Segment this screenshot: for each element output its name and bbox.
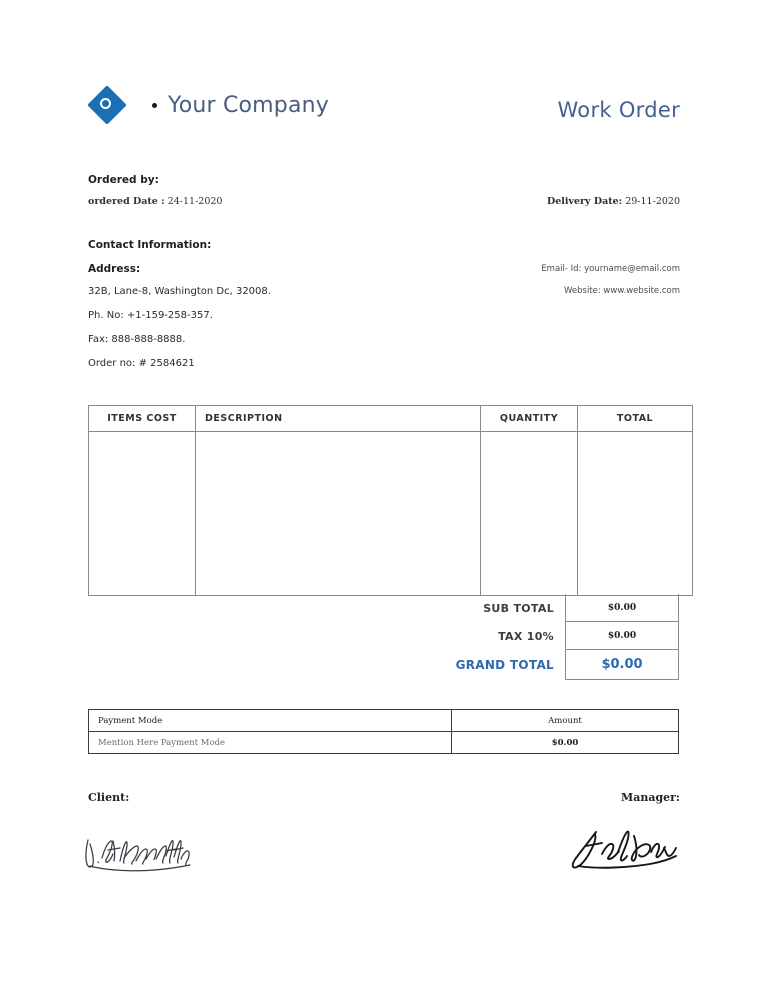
contact-information-block xyxy=(88,240,271,369)
ordered-date-value: 24-11-2020 xyxy=(167,196,223,207)
tax-value: $0.00 xyxy=(565,622,679,650)
grand-total-value: $0.00 xyxy=(565,650,679,680)
order-meta-left xyxy=(88,174,222,207)
payment-table-row[interactable] xyxy=(89,732,679,754)
address-line: 32B, Lane-8, Washington Dc, 32008. xyxy=(88,286,271,297)
cell-items-cost[interactable] xyxy=(89,432,196,596)
ordered-date xyxy=(88,196,222,207)
payment-table-container xyxy=(88,709,679,754)
fax-number: Fax: 888-888-8888. xyxy=(88,334,186,345)
contact-right-block xyxy=(541,264,680,308)
phone-number: Ph. No: +1-159-258-357. xyxy=(88,310,213,321)
column-header-payment-mode: Payment Mode xyxy=(89,710,452,732)
bullet-dot-icon xyxy=(152,103,157,108)
column-header-quantity: QUANTITY xyxy=(481,406,578,432)
grand-total-row xyxy=(88,650,679,680)
manager-signature-label: Manager: xyxy=(621,791,680,804)
contact-information-heading: Contact Information: xyxy=(88,239,212,251)
cell-description[interactable] xyxy=(196,432,481,596)
cell-payment-amount[interactable]: $0.00 xyxy=(452,732,679,754)
items-table-header-row xyxy=(89,406,693,432)
column-header-description: DESCRIPTION xyxy=(196,406,481,432)
delivery-date-value: 29-11-2020 xyxy=(625,196,680,207)
cell-payment-mode[interactable]: Mention Here Payment Mode xyxy=(89,732,452,754)
company-brand xyxy=(86,84,329,126)
website-address: Website: www.website.com xyxy=(563,286,680,296)
sub-total-row xyxy=(88,594,679,622)
order-meta-right xyxy=(547,196,680,207)
cell-total[interactable] xyxy=(578,432,693,596)
totals-section xyxy=(88,594,679,680)
column-header-items-cost: ITEMS COST xyxy=(89,406,196,432)
delivery-date-label: Delivery Date: xyxy=(546,196,623,207)
column-header-total: TOTAL xyxy=(578,406,693,432)
sub-total-label: SUB TOTAL xyxy=(483,601,554,615)
grand-total-label: GRAND TOTAL xyxy=(455,658,554,672)
column-header-amount: Amount xyxy=(452,710,679,732)
items-table-container xyxy=(88,405,679,596)
client-signature-label: Client: xyxy=(88,791,130,804)
tax-row xyxy=(88,622,679,650)
ordered-by-label: Ordered by: xyxy=(88,174,159,186)
diamond-ring-logo-icon xyxy=(86,84,128,126)
ordered-date-label: ordered Date : xyxy=(88,196,165,207)
page-title: Work Order xyxy=(557,98,680,122)
payment-table-header-row xyxy=(89,710,679,732)
client-handwritten-signature-icon xyxy=(82,828,204,876)
items-table-body-row[interactable] xyxy=(89,432,693,596)
payment-table xyxy=(88,709,679,754)
tax-label: TAX 10% xyxy=(498,629,554,643)
order-number: Order no: # 2584621 xyxy=(88,358,195,369)
email-address: Email- Id: yourname@email.com xyxy=(541,264,680,274)
manager-handwritten-signature-icon xyxy=(566,822,684,874)
cell-quantity[interactable] xyxy=(481,432,578,596)
document-header xyxy=(86,84,680,144)
company-name: Your Company xyxy=(168,92,330,118)
items-table xyxy=(88,405,693,596)
sub-total-value: $0.00 xyxy=(565,594,679,622)
address-heading: Address: xyxy=(88,262,141,275)
